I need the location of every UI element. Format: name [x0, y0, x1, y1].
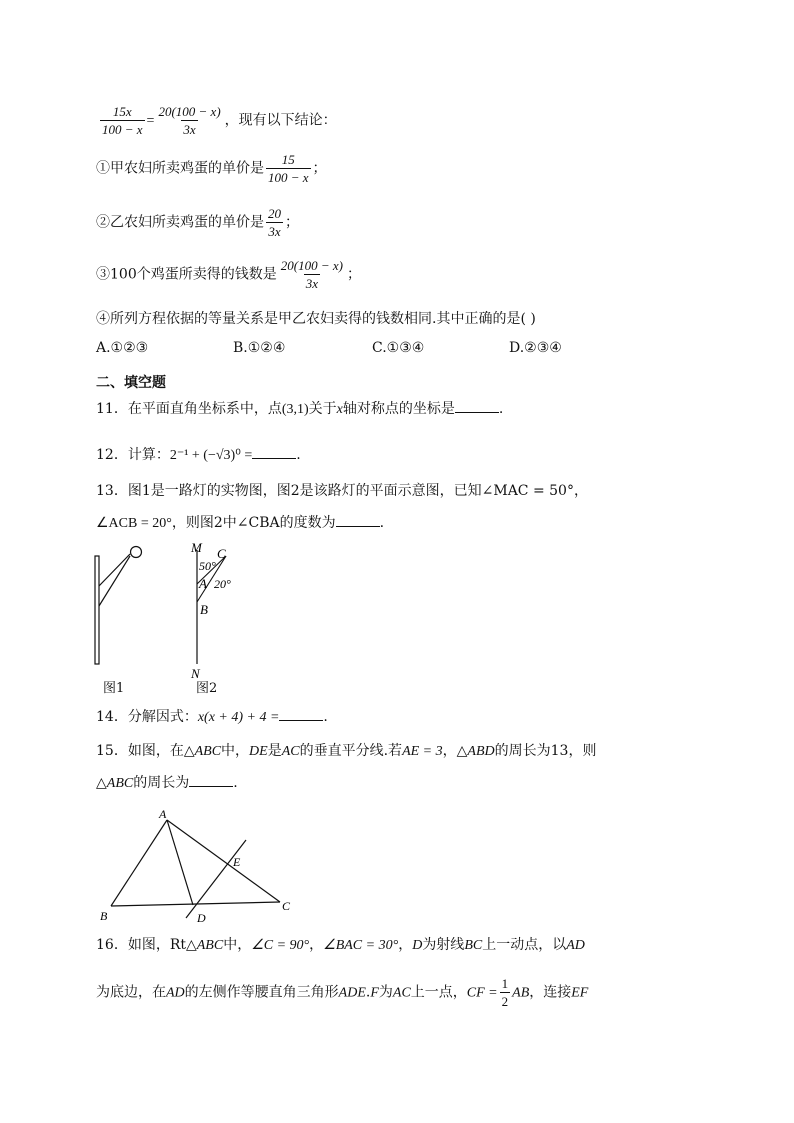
question-13-line-1: 13．图1是一路灯的实物图，图2是该路灯的平面示意图，已知∠MAC = 50°，	[96, 483, 588, 499]
conclusion-2-text: ②乙农妇所卖鸡蛋的单价是	[96, 214, 264, 231]
label-angle-20: 20°	[214, 577, 231, 591]
q11-prefix: 11．在平面直角坐标系中，点	[96, 401, 282, 417]
fraction-numerator: 20(100 − x)	[158, 104, 221, 119]
segment-ac	[167, 820, 280, 902]
question-16-line-1	[96, 936, 585, 955]
q15-text: 的周长为	[133, 775, 190, 791]
segment-ad	[167, 820, 193, 905]
figure-2-caption: 图2	[196, 681, 218, 696]
q13-end: .	[379, 515, 385, 531]
q16-text: 为底边，在	[96, 984, 166, 1001]
q12-end: .	[296, 447, 301, 463]
q12-prefix: 12．计算：	[96, 447, 170, 463]
label-n: N	[191, 666, 200, 681]
q11-end: .	[498, 401, 504, 417]
figure-2-schematic	[180, 538, 260, 681]
q16-half-fraction	[500, 976, 511, 1009]
question-14	[96, 708, 328, 727]
q16-ac: AC	[392, 985, 411, 1001]
q15-text: △	[96, 775, 107, 791]
answer-blank	[252, 446, 296, 459]
label-b: B	[100, 909, 108, 923]
conclusion-3-text: ③100个鸡蛋所卖得的钱数是	[96, 266, 277, 283]
conclusion-3	[96, 258, 361, 291]
q16-angle-bac: ∠BAC = 30°	[323, 938, 399, 953]
conclusion-2-suffix: ；	[285, 214, 299, 231]
question-12	[96, 446, 301, 465]
q16-ade: ADE	[338, 985, 366, 1001]
q16-ad: AD	[166, 985, 185, 1001]
q16-text: ，连接	[529, 984, 572, 1001]
equation-rhs-fraction	[156, 104, 222, 137]
figure-1-street-lamp	[90, 544, 170, 674]
conclusion-1-text: ①甲农妇所卖鸡蛋的单价是	[96, 160, 264, 177]
q11-axis: x	[336, 402, 343, 417]
question-16-line-2	[96, 976, 588, 1009]
fraction-numerator: 15x	[112, 104, 132, 119]
question-15-line-1	[96, 742, 596, 761]
q14-end: .	[323, 709, 328, 725]
fraction-denominator: 100 − x	[102, 122, 143, 137]
q15-triangle-abc: ABC	[106, 776, 134, 791]
q16-text: 中，	[223, 937, 252, 953]
fraction-denominator: 2	[501, 994, 509, 1009]
q15-ae-equals: AE = 3	[402, 744, 443, 759]
fraction-denominator: 100 − x	[268, 170, 309, 185]
answer-blank	[279, 708, 323, 721]
label-b: B	[200, 602, 208, 617]
label-a: A	[159, 807, 167, 821]
q16-text: ，	[309, 937, 324, 953]
q15-triangle-abd: ABD	[467, 744, 495, 759]
label-c: C	[217, 546, 226, 561]
q16-cf-equals: CF =	[466, 985, 498, 1001]
q16-text: 上一点，	[410, 984, 467, 1001]
option-d: D.②③④	[509, 340, 562, 356]
q16-text: ，	[398, 937, 413, 953]
q14-expression: x(x + 4) + 4 =	[197, 710, 280, 725]
answer-blank	[455, 400, 499, 413]
q16-triangle-abc: ABC	[196, 938, 224, 953]
q16-text: 16．如图，Rt△	[96, 937, 197, 953]
q11-mid: 关于	[308, 401, 337, 417]
q15-text: ，△	[442, 743, 468, 759]
q16-d: D	[412, 938, 423, 953]
conclusion-4: ④所列方程依据的等量关系是甲乙农妇卖得的钱数相同.其中正确的是( )	[96, 311, 536, 327]
q16-ef: EF	[571, 985, 589, 1001]
equation-lhs-fraction	[100, 104, 145, 137]
q16-bc: BC	[464, 938, 483, 953]
q16-text: 为	[378, 984, 393, 1001]
question-13-line-2	[96, 514, 384, 533]
q16-text: 上一动点，以	[482, 937, 567, 953]
q15-ac: AC	[281, 744, 300, 759]
q16-text: 为射线	[422, 937, 465, 953]
fraction-denominator: 3x	[183, 122, 196, 137]
answer-blank	[336, 514, 380, 527]
label-d: D	[197, 911, 206, 925]
q11-point: (3,1)	[281, 402, 309, 417]
option-b: B.①②④	[233, 340, 286, 356]
lamp-bulb	[131, 547, 142, 558]
label-a: A	[199, 576, 207, 591]
option-c: C.①③④	[372, 340, 425, 356]
q14-prefix: 14．分解因式：	[96, 709, 198, 725]
q15-end: .	[233, 775, 238, 791]
q16-f: F	[370, 985, 379, 1001]
label-angle-50: 50°	[199, 559, 216, 573]
conclusion-3-fraction	[279, 258, 345, 291]
q11-suffix: 轴对称点的坐标是	[342, 401, 455, 417]
label-c: C	[282, 899, 291, 913]
fraction-numerator: 15	[281, 152, 295, 167]
q16-text: .	[365, 984, 371, 1001]
q13-angle-acb: ∠ACB = 20°	[96, 516, 172, 531]
q16-text: 的左侧作等腰直角三角形	[184, 984, 339, 1001]
q16-angle-c: ∠C = 90°	[251, 938, 310, 953]
label-e: E	[233, 855, 241, 869]
figure-1-caption: 图1	[103, 681, 125, 696]
lamp-pole	[95, 556, 99, 664]
label-m: M	[191, 540, 202, 555]
q15-text: 中，	[221, 743, 250, 759]
conclusion-1-suffix: ；	[312, 160, 327, 177]
equation-line	[98, 104, 337, 137]
fraction-numerator: 1	[501, 976, 509, 991]
q15-triangle-abc: ABC	[194, 744, 222, 759]
q13-text: ，则图2中∠CBA的度数为	[171, 515, 336, 531]
figure-triangle-abc	[96, 806, 316, 926]
q15-text: 的垂直平分线.若	[299, 743, 403, 759]
equals-sign: =	[146, 113, 155, 129]
fraction-numerator: 20	[268, 206, 281, 221]
fraction-denominator: 3x	[305, 276, 318, 291]
q12-expression: 2⁻¹ + (−√3)⁰ =	[169, 448, 253, 463]
fraction-numerator: 20(100 − x)	[280, 258, 343, 273]
equation-suffix: ，现有以下结论：	[224, 112, 337, 129]
q15-text: 是	[267, 743, 282, 759]
option-a: A.①②③	[96, 340, 149, 356]
q16-ad: AD	[566, 938, 585, 953]
section-title: 二、填空题	[96, 375, 166, 391]
q15-text: 的周长为13，则	[494, 743, 597, 759]
conclusion-2	[96, 206, 299, 239]
conclusion-1-fraction	[266, 152, 311, 185]
fraction-denominator: 3x	[268, 224, 281, 239]
q15-text: 15．如图，在△	[96, 743, 195, 759]
line-de	[186, 840, 246, 918]
q15-de: DE	[249, 744, 268, 759]
conclusion-3-suffix: ；	[346, 266, 361, 283]
question-11	[96, 400, 503, 419]
conclusion-2-fraction	[266, 206, 283, 239]
q16-ab: AB	[512, 985, 530, 1001]
conclusion-1	[96, 152, 327, 185]
answer-blank	[189, 774, 233, 787]
question-15-line-2	[96, 774, 238, 793]
segment-ab	[111, 820, 167, 906]
